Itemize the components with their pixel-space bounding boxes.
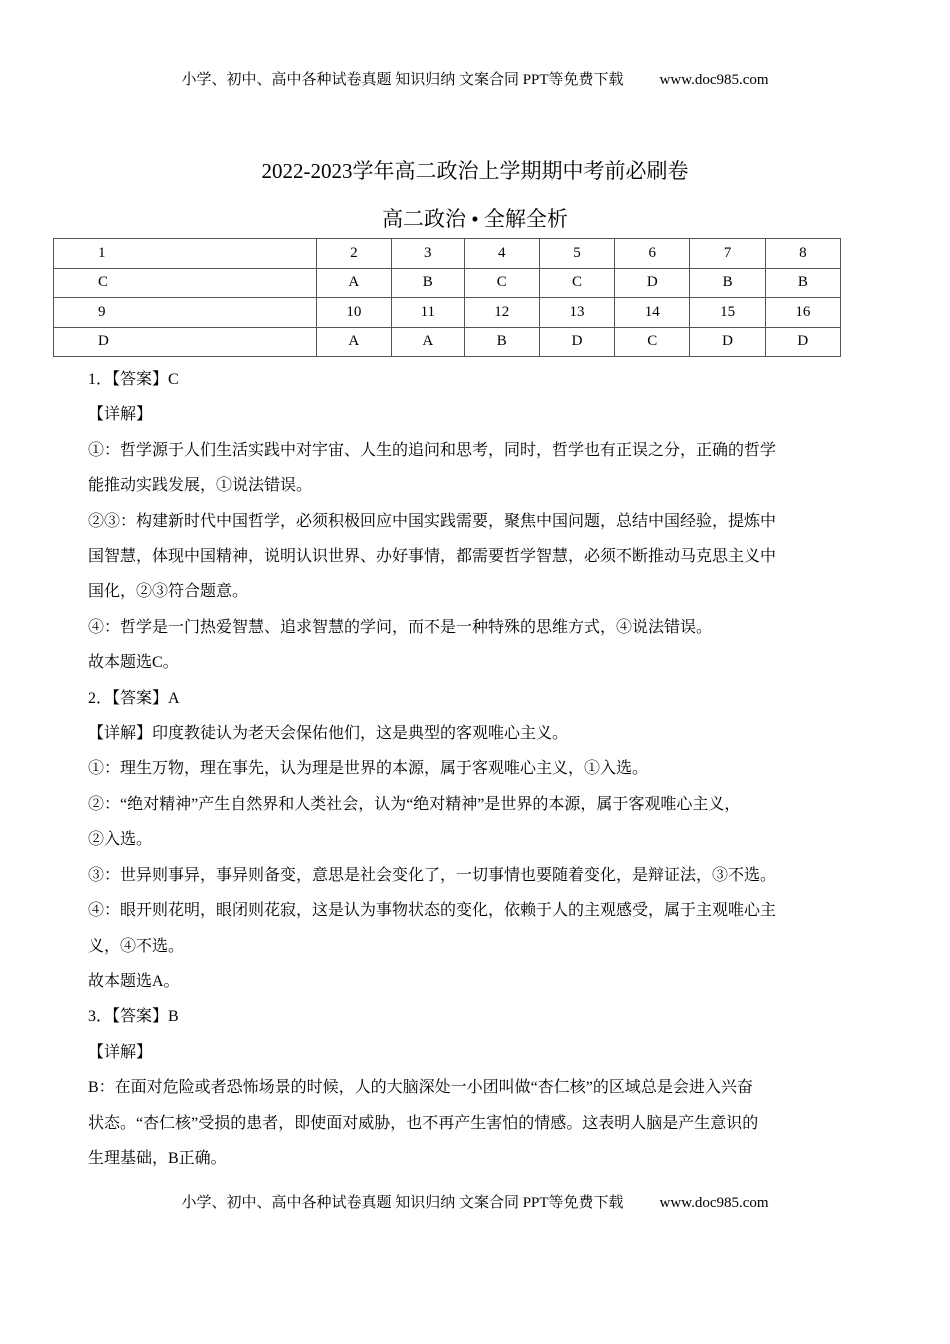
text-line: ②：“绝对精神”产生自然界和人类社会，认为“绝对精神”是世界的本源，属于客观唯心主义， [88, 795, 741, 813]
table-cell: D [54, 327, 317, 357]
text-line: ④：哲学是一门热爱智慧、追求智慧的学问，而不是一种特殊的思维方式，④说法错误。 [88, 618, 713, 636]
table-cell: B [765, 268, 840, 298]
table-cell: B [391, 268, 464, 298]
table-cell: C [464, 268, 539, 298]
text-line: ④：眼开则花明，眼闭则花寂，这是认为事物状态的变化，依赖于人的主观感受，属于主观唯心主 [88, 902, 777, 920]
text-line: 【详解】 [88, 406, 153, 424]
table-row [54, 327, 841, 357]
text-line: ②入选。 [88, 831, 153, 849]
header-text: 小学、初中、高中各种试卷真题 知识归纳 文案合同 PPT等免费下载 [181, 72, 624, 88]
table-cell: 6 [615, 239, 690, 269]
text-line: 【详解】 [88, 1043, 153, 1061]
table-cell: 15 [690, 298, 765, 328]
header-url[interactable]: www.doc985.com [659, 72, 769, 88]
table-cell: D [615, 268, 690, 298]
document-subtitle: 高二政治 • 全解全析 [382, 207, 568, 231]
page-footer [0, 1191, 950, 1212]
text-line: 【详解】印度教徒认为老天会保佑他们，这是典型的客观唯心主义。 [88, 725, 569, 743]
text-line: 故本题选A。 [88, 972, 180, 990]
table-cell: 4 [464, 239, 539, 269]
table-cell: 11 [391, 298, 464, 328]
text-line: ①：哲学源于人们生活实践中对宇宙、人生的追问和思考，同时，哲学也有正误之分，正确的哲学 [88, 441, 777, 459]
page-header [0, 68, 950, 89]
table-cell: A [316, 327, 391, 357]
table-row [54, 268, 841, 298]
table-cell: 7 [690, 239, 765, 269]
table-cell: 8 [765, 239, 840, 269]
table-cell: C [615, 327, 690, 357]
text-line: 义，④不选。 [88, 937, 185, 955]
table-cell: B [464, 327, 539, 357]
text-line: B：在面对危险或者恐怖场景的时候，人的大脑深处一小团叫做“杏仁核”的区域总是会进入兴奋 [88, 1079, 753, 1097]
table-cell: A [316, 268, 391, 298]
table-cell: 12 [464, 298, 539, 328]
text-line: 3．【答案】B [88, 1008, 179, 1026]
table-cell: B [690, 268, 765, 298]
table-cell: 9 [54, 298, 317, 328]
text-line: 故本题选C。 [88, 654, 179, 672]
text-line: 2．【答案】A [88, 689, 180, 707]
table-cell: 5 [539, 239, 614, 269]
text-line: 生理基础，B正确。 [88, 1149, 227, 1167]
table-cell: C [539, 268, 614, 298]
text-line: 1．【答案】C [88, 371, 179, 388]
footer-url[interactable]: www.doc985.com [659, 1195, 769, 1211]
text-line: 能推动实践发展，①说法错误。 [88, 477, 313, 495]
table-row [54, 239, 841, 269]
table-cell: A [391, 327, 464, 357]
text-line: 国智慧，体现中国精神，说明认识世界、办好事情，都需要哲学智慧，必须不断推动马克思主义中 [88, 548, 777, 566]
answer-explanations [88, 362, 828, 1176]
table-cell: C [54, 268, 317, 298]
text-line: ①：理生万物，理在事先，认为理是世界的本源，属于客观唯心主义，①入选。 [88, 760, 649, 778]
table-cell: 16 [765, 298, 840, 328]
footer-text: 小学、初中、高中各种试卷真题 知识归纳 文案合同 PPT等免费下载 [181, 1195, 624, 1211]
text-line: 状态。“杏仁核”受损的患者，即使面对威胁，也不再产生害怕的情感。这表明人脑是产生意识的 [88, 1114, 759, 1132]
text-line: 国化，②③符合题意。 [88, 583, 249, 601]
table-cell: 13 [539, 298, 614, 328]
answer-table [53, 238, 841, 357]
table-cell: 1 [54, 239, 317, 269]
table-cell: 2 [316, 239, 391, 269]
text-line: ②③：构建新时代中国哲学，必须积极回应中国实践需要，聚焦中国问题，总结中国经验，提炼中 [88, 512, 777, 530]
table-row [54, 298, 841, 328]
table-cell: D [539, 327, 614, 357]
table-cell: 10 [316, 298, 391, 328]
table-cell: D [765, 327, 840, 357]
table-cell: 3 [391, 239, 464, 269]
document-title: 2022-2023学年高二政治上学期期中考前必刷卷 [261, 159, 689, 183]
table-cell: 14 [615, 298, 690, 328]
text-line: ③：世异则事异，事异则备变，意思是社会变化了，一切事情也要随着变化，是辩证法，③不选。 [88, 866, 777, 884]
table-cell: D [690, 327, 765, 357]
